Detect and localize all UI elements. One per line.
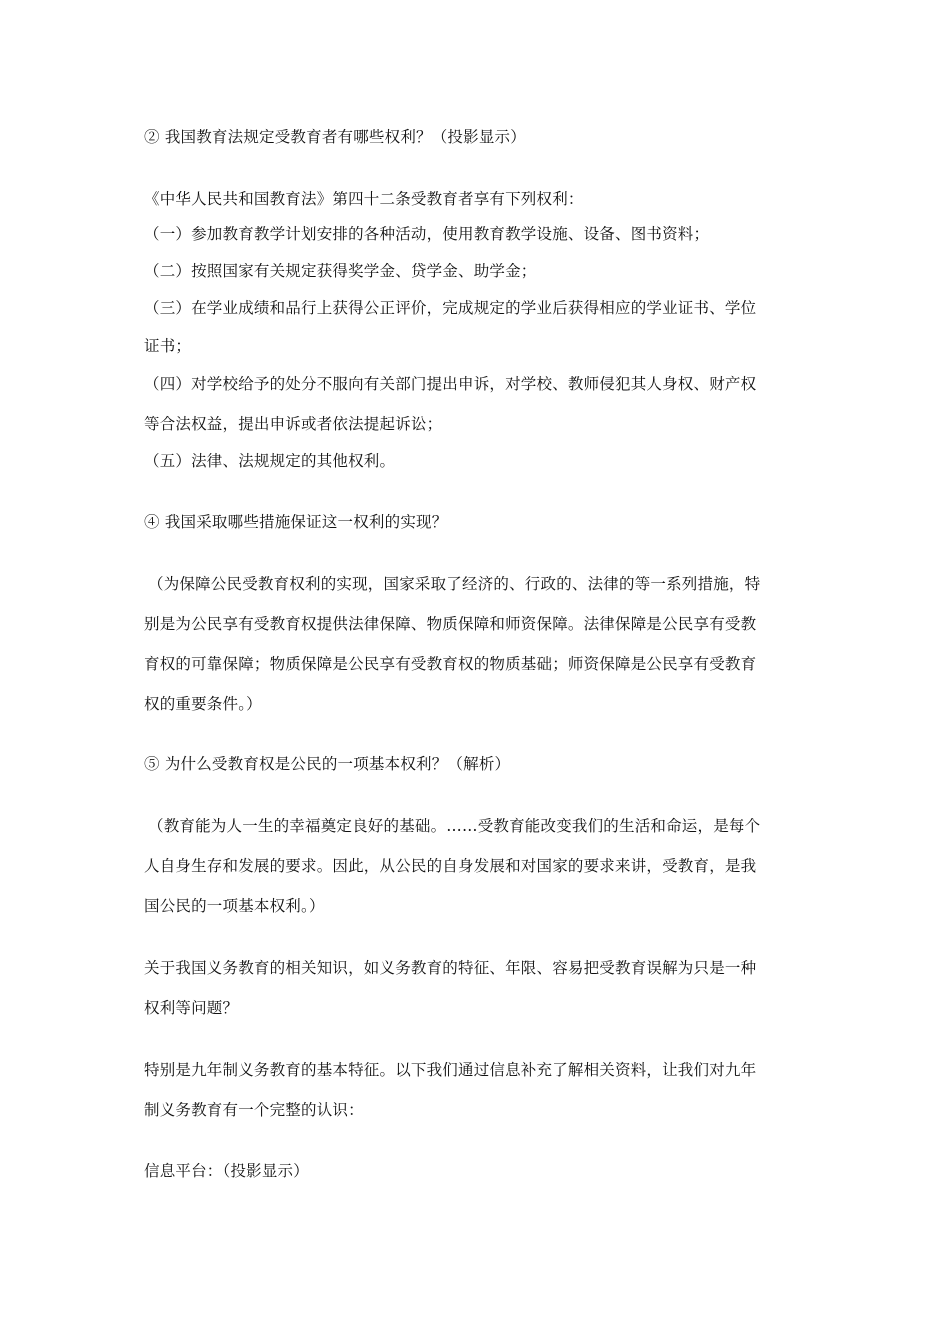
answer-4-line-2: 别是为公民享有受教育权提供法律保障、物质保障和师资保障。法律保障是公民享有受教 <box>144 615 757 633</box>
info-platform: 信息平台：（投影显示） <box>144 1162 309 1180</box>
paragraph-2-line-2: 制义务教育有一个完整的认识： <box>144 1101 364 1119</box>
right-item-3: （三）在学业成绩和品行上获得公正评价，完成规定的学业后获得相应的学业证书、学位 <box>144 299 757 317</box>
right-item-4-cont: 等合法权益，提出申诉或者依法提起诉讼； <box>144 415 443 433</box>
answer-5-line-2: 人自身生存和发展的要求。因此，从公民的自身发展和对国家的要求来讲，受教育，是我 <box>144 857 757 875</box>
paragraph-1-line-1: 关于我国义务教育的相关知识，如义务教育的特征、年限、容易把受教育误解为只是一种 <box>144 959 757 977</box>
law-title: 《中华人民共和国教育法》第四十二条受教育者享有下列权利： <box>144 190 584 208</box>
right-item-3-cont: 证书； <box>144 337 192 355</box>
paragraph-1-line-2: 权利等问题？ <box>144 999 239 1017</box>
right-item-4: （四）对学校给予的处分不服向有关部门提出申诉，对学校、教师侵犯其人身权、财产权 <box>144 375 757 393</box>
right-item-1: （一）参加教育教学计划安排的各种活动，使用教育教学设施、设备、图书资料； <box>144 225 710 243</box>
answer-4-line-1: （为保障公民受教育权利的实现，国家采取了经济的、行政的、法律的等一系列措施，特 <box>148 575 761 593</box>
right-item-2: （二）按照国家有关规定获得奖学金、贷学金、助学金； <box>144 262 537 280</box>
answer-4-line-4: 权的重要条件。） <box>144 695 262 713</box>
answer-5-line-3: 国公民的一项基本权利。） <box>144 897 325 915</box>
right-item-5: （五）法律、法规规定的其他权利。 <box>144 452 396 470</box>
answer-5-line-1: （教育能为人一生的幸福奠定良好的基础。……受教育能改变我们的生活和命运，是每个 <box>148 817 761 835</box>
question-4: ④ 我国采取哪些措施保证这一权利的实现？ <box>144 513 448 531</box>
question-2: ② 我国教育法规定受教育者有哪些权利？（投影显示） <box>144 128 526 146</box>
question-5: ⑤ 为什么受教育权是公民的一项基本权利？（解析） <box>144 755 511 773</box>
answer-4-line-3: 育权的可靠保障；物质保障是公民享有受教育权的物质基础；师资保障是公民享有受教育 <box>144 655 757 673</box>
paragraph-2-line-1: 特别是九年制义务教育的基本特征。以下我们通过信息补充了解相关资料，让我们对九年 <box>144 1061 757 1079</box>
